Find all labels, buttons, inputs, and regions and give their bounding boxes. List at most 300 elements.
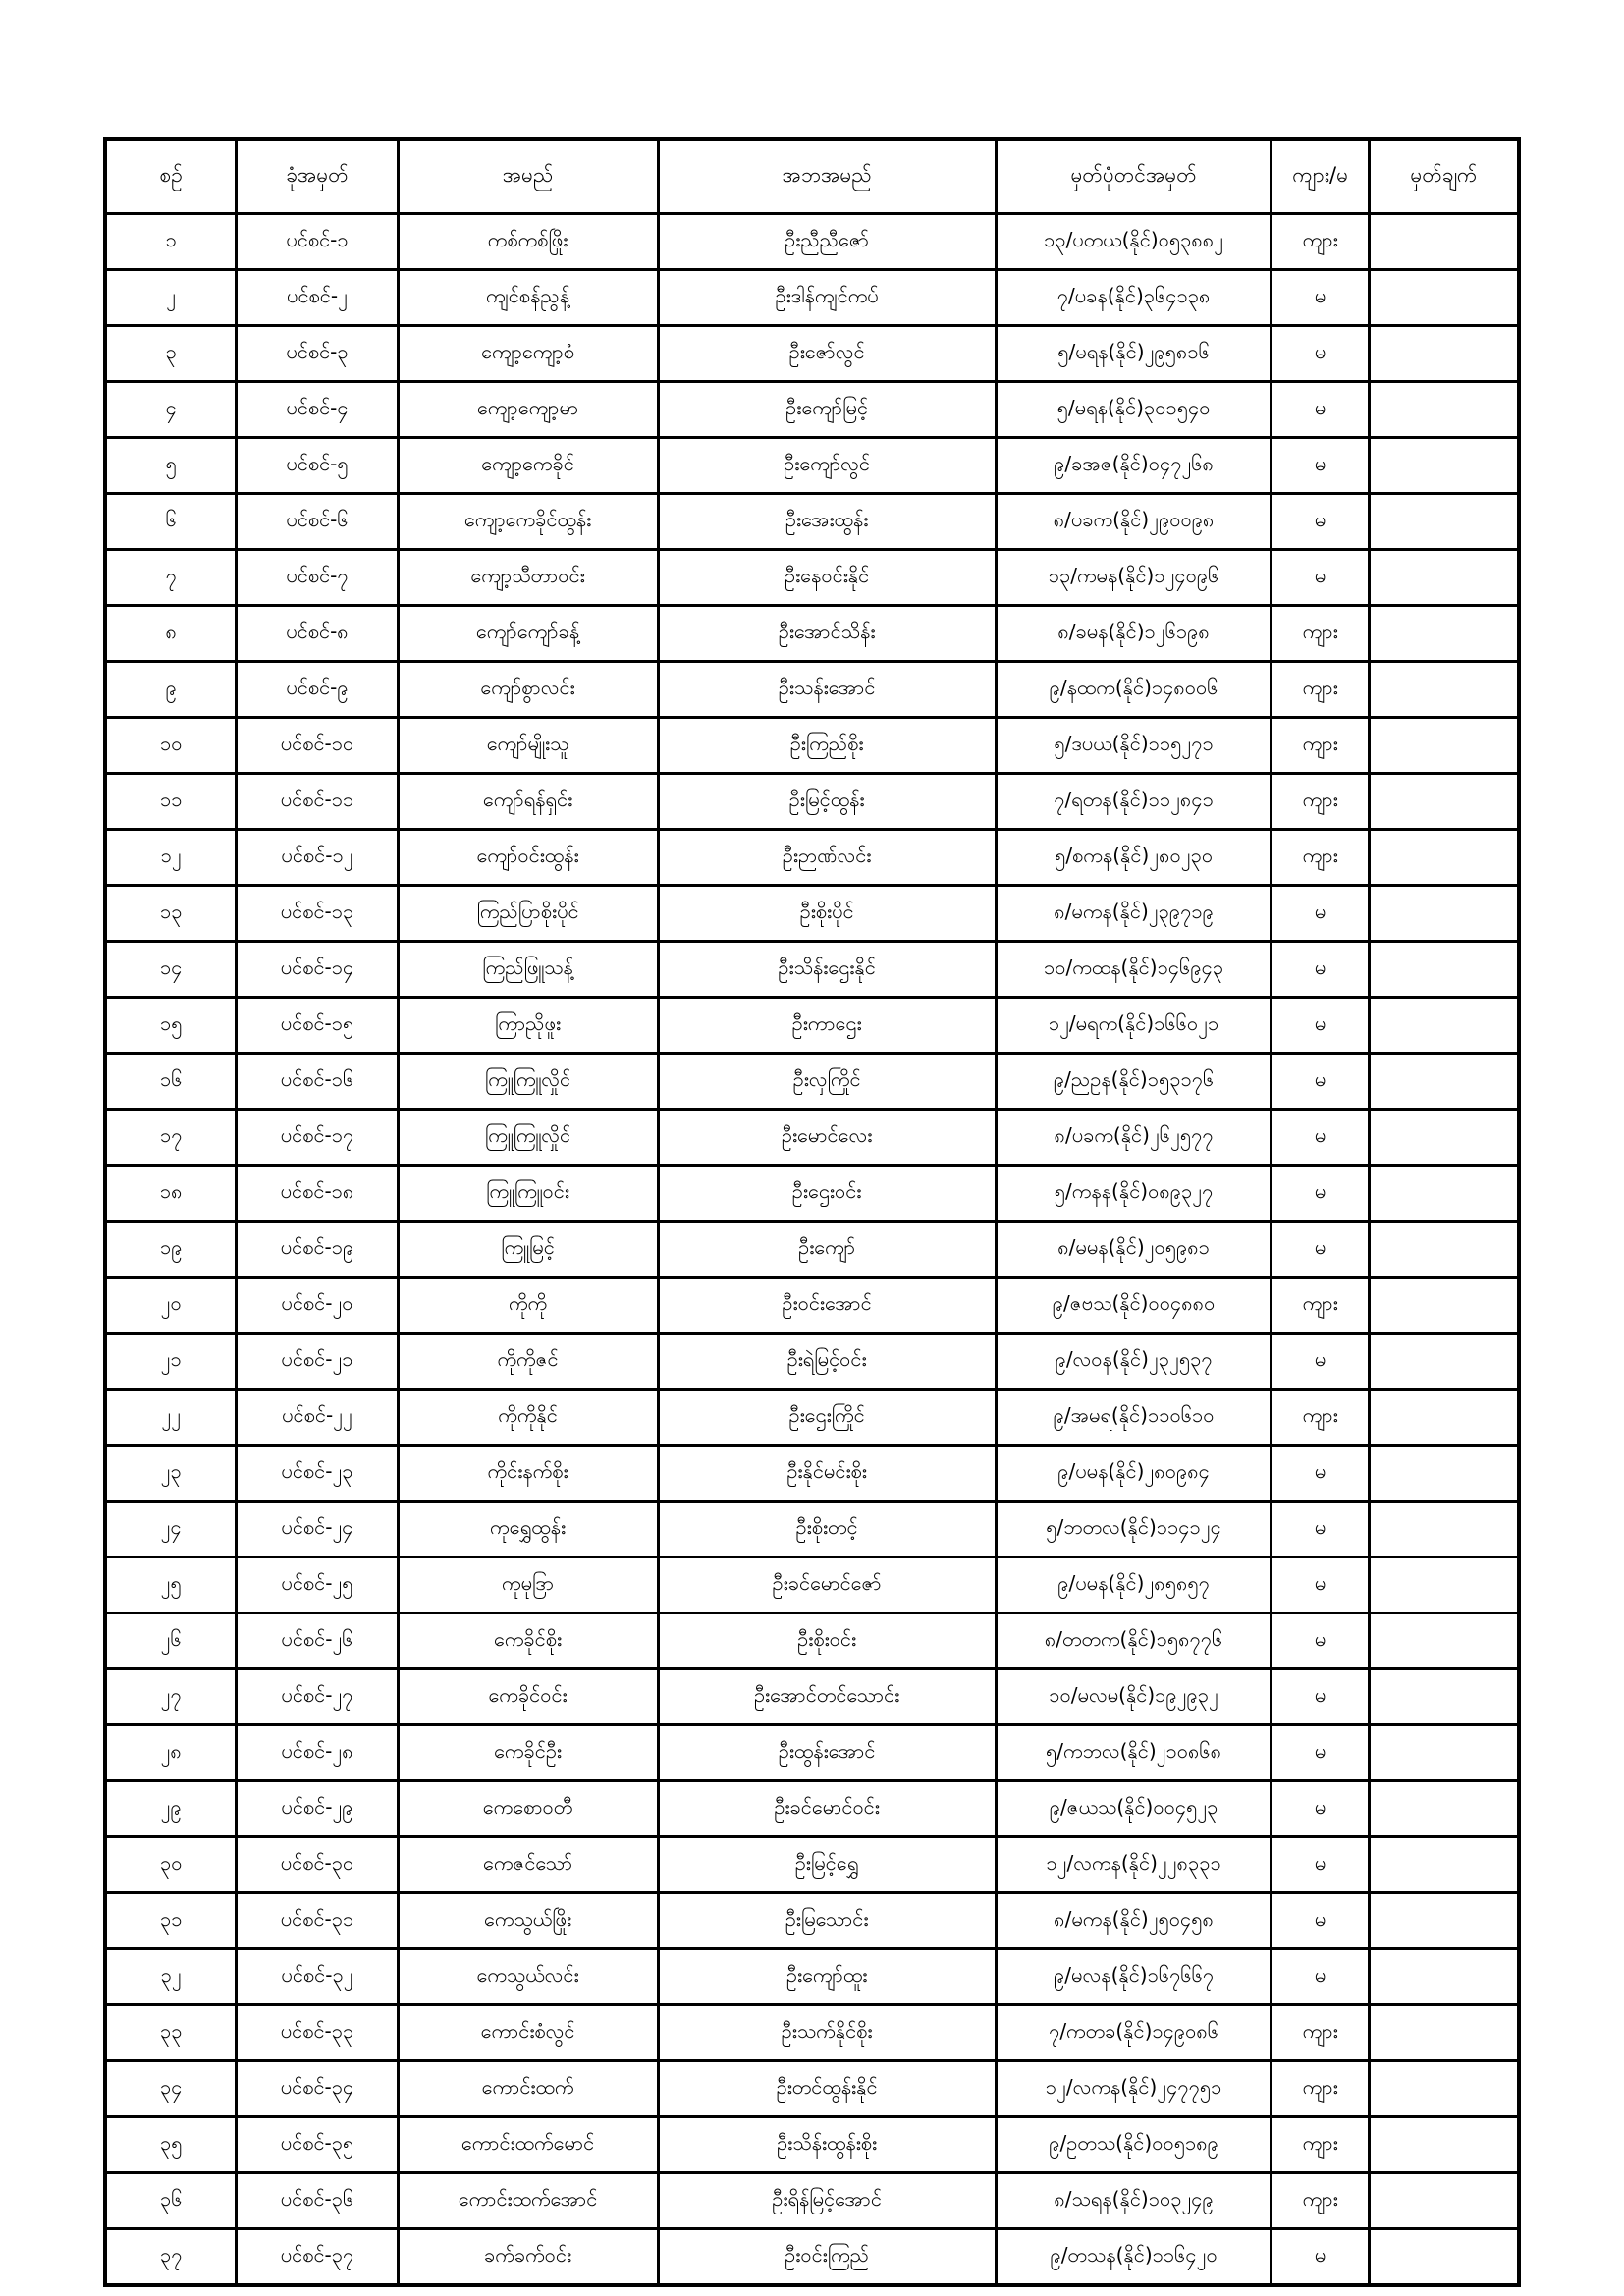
nrc-number-cell: ၈/မကန(နိုင်)၂၅၀၄၅၈: [996, 1893, 1272, 1949]
father-name-cell: ဦးဝင်းကြည်: [658, 2229, 996, 2286]
nrc-number-cell: ၁၀/ကထန(နိုင်)၁၄၆၉၄၃: [996, 942, 1272, 998]
gender-cell: မ: [1272, 1669, 1369, 1725]
serial-cell: ၁၀: [105, 718, 237, 774]
seat-number-cell: ပင်စင်-၃၀: [237, 1837, 398, 1893]
gender-cell: မ: [1272, 438, 1369, 494]
seat-number-cell: ပင်စင်-၃၆: [237, 2173, 398, 2229]
serial-cell: ၉: [105, 662, 237, 718]
serial-cell: ၃၃: [105, 2005, 237, 2061]
remark-cell: [1369, 1669, 1519, 1725]
column-header-nrc-number: မှတ်ပုံတင်အမှတ်: [996, 139, 1272, 214]
remark-cell: [1369, 270, 1519, 326]
name-cell: ကစ်ကစ်ဖြိုး: [398, 214, 658, 270]
father-name-cell: ဦးသိန်းဌေးနိုင်: [658, 942, 996, 998]
table-row: [105, 606, 1519, 662]
remark-cell: [1369, 1446, 1519, 1502]
serial-cell: ၁၁: [105, 774, 237, 830]
table-row: [105, 2117, 1519, 2173]
nrc-number-cell: ၇/ရတန(နိုင်)၁၁၂၈၄၁: [996, 774, 1272, 830]
name-cell: ကိုကိုနိုင်: [398, 1390, 658, 1446]
father-name-cell: ဦးကျော်: [658, 1222, 996, 1278]
remark-cell: [1369, 550, 1519, 606]
father-name-cell: ဦးအေးထွန်း: [658, 494, 996, 550]
serial-cell: ၅: [105, 438, 237, 494]
gender-cell: မ: [1272, 1558, 1369, 1613]
seat-number-cell: ပင်စင်-၂၆: [237, 1613, 398, 1669]
serial-cell: ၂: [105, 270, 237, 326]
nrc-number-cell: ၅/ကဘလ(နိုင်)၂၁၀၈၆၈: [996, 1725, 1272, 1781]
remark-cell: [1369, 494, 1519, 550]
remark-cell: [1369, 1558, 1519, 1613]
table-row: [105, 1781, 1519, 1837]
seat-number-cell: ပင်စင်-၃၇: [237, 2229, 398, 2286]
nrc-number-cell: ၁၃/ကမန(နိုင်)၁၂၄၀၉၆: [996, 550, 1272, 606]
father-name-cell: ဦးဌေးကြိုင်: [658, 1390, 996, 1446]
remark-cell: [1369, 942, 1519, 998]
serial-cell: ၁၈: [105, 1166, 237, 1222]
serial-cell: ၃၄: [105, 2061, 237, 2117]
seat-number-cell: ပင်စင်-၁၃: [237, 886, 398, 942]
father-name-cell: ဦးအောင်သိန်း: [658, 606, 996, 662]
seat-number-cell: ပင်စင်-၇: [237, 550, 398, 606]
seat-number-cell: ပင်စင်-၄: [237, 382, 398, 438]
nrc-number-cell: ၈/ပခက(နိုင်)၂၆၂၅၇၇: [996, 1110, 1272, 1166]
gender-cell: ကျား: [1272, 2117, 1369, 2173]
seat-number-cell: ပင်စင်-၂၉: [237, 1781, 398, 1837]
gender-cell: မ: [1272, 326, 1369, 382]
serial-cell: ၂၆: [105, 1613, 237, 1669]
table-row: [105, 1893, 1519, 1949]
remark-cell: [1369, 718, 1519, 774]
gender-cell: မ: [1272, 998, 1369, 1054]
seat-number-cell: ပင်စင်-၂၃: [237, 1446, 398, 1502]
seat-number-cell: ပင်စင်-၁၇: [237, 1110, 398, 1166]
table-row: [105, 382, 1519, 438]
nrc-number-cell: ၈/ပခက(နိုင်)၂၉၀၀၉၈: [996, 494, 1272, 550]
father-name-cell: ဦးဝင်းအောင်: [658, 1278, 996, 1334]
table-header-row: [105, 139, 1519, 214]
serial-cell: ၁၂: [105, 830, 237, 886]
seat-number-cell: ပင်စင်-၂၈: [237, 1725, 398, 1781]
table-row: [105, 2173, 1519, 2229]
father-name-cell: ဦးဌေးဝင်း: [658, 1166, 996, 1222]
serial-cell: ၂၃: [105, 1446, 237, 1502]
name-cell: ကေသွယ်လင်း: [398, 1949, 658, 2005]
gender-cell: မ: [1272, 1781, 1369, 1837]
table-row: [105, 718, 1519, 774]
column-header-father-name: အဘအမည်: [658, 139, 996, 214]
father-name-cell: ဦးသိန်းထွန်းစိုး: [658, 2117, 996, 2173]
serial-cell: ၆: [105, 494, 237, 550]
seat-number-cell: ပင်စင်-၂: [237, 270, 398, 326]
seat-number-cell: ပင်စင်-၃၄: [237, 2061, 398, 2117]
gender-cell: မ: [1272, 1949, 1369, 2005]
gender-cell: ကျား: [1272, 1390, 1369, 1446]
gender-cell: ကျား: [1272, 2005, 1369, 2061]
table-row: [105, 270, 1519, 326]
seat-number-cell: ပင်စင်-၃၃: [237, 2005, 398, 2061]
seat-number-cell: ပင်စင်-၁၁: [237, 774, 398, 830]
seat-number-cell: ပင်စင်-၂၄: [237, 1502, 398, 1558]
seat-number-cell: ပင်စင်-၃၁: [237, 1893, 398, 1949]
table-row: [105, 550, 1519, 606]
table-row: [105, 1222, 1519, 1278]
name-cell: ကောင်းစံလွင်: [398, 2005, 658, 2061]
name-cell: ကျော်ဝင်းထွန်း: [398, 830, 658, 886]
table-row: [105, 1502, 1519, 1558]
name-cell: ကောင်းထက်မောင်: [398, 2117, 658, 2173]
remark-cell: [1369, 1613, 1519, 1669]
column-header-gender: ကျား/မ: [1272, 139, 1369, 214]
name-cell: ကျော့ကျော့စံ: [398, 326, 658, 382]
name-cell: ကျော်ရန်ရှင်း: [398, 774, 658, 830]
seat-number-cell: ပင်စင်-၁၀: [237, 718, 398, 774]
nrc-number-cell: ၉/အမရ(နိုင်)၁၁၀၆၁၀: [996, 1390, 1272, 1446]
remark-cell: [1369, 1222, 1519, 1278]
gender-cell: မ: [1272, 550, 1369, 606]
name-cell: ကေခိုင်ဦး: [398, 1725, 658, 1781]
pension-roster-table: [103, 137, 1521, 2287]
father-name-cell: ဦးဉာဏ်လင်း: [658, 830, 996, 886]
father-name-cell: ဦးကျော်လွင်: [658, 438, 996, 494]
name-cell: ကြူမြင့်: [398, 1222, 658, 1278]
name-cell: ကျော်စွာလင်း: [398, 662, 658, 718]
serial-cell: ၂၄: [105, 1502, 237, 1558]
column-header-name: အမည်: [398, 139, 658, 214]
father-name-cell: ဦးနိုင်မင်းစိုး: [658, 1446, 996, 1502]
column-header-serial: စဉ်: [105, 139, 237, 214]
name-cell: ကေခိုင်ဝင်း: [398, 1669, 658, 1725]
name-cell: ကျော်မျိုးသူ: [398, 718, 658, 774]
gender-cell: မ: [1272, 494, 1369, 550]
seat-number-cell: ပင်စင်-၂၅: [237, 1558, 398, 1613]
father-name-cell: ဦးတင်ထွန်းနိုင်: [658, 2061, 996, 2117]
remark-cell: [1369, 1781, 1519, 1837]
serial-cell: ၃၂: [105, 1949, 237, 2005]
name-cell: ကြည်ဖြူသန့်: [398, 942, 658, 998]
serial-cell: ၃၇: [105, 2229, 237, 2286]
gender-cell: မ: [1272, 382, 1369, 438]
serial-cell: ၂၈: [105, 1725, 237, 1781]
nrc-number-cell: ၁၂/မရက(နိုင်)၁၆၆၀၂၁: [996, 998, 1272, 1054]
nrc-number-cell: ၉/နထက(နိုင်)၁၄၈၀၀၆: [996, 662, 1272, 718]
remark-cell: [1369, 774, 1519, 830]
father-name-cell: ဦးကာဌေး: [658, 998, 996, 1054]
father-name-cell: ဦးစိုးပိုင်: [658, 886, 996, 942]
father-name-cell: ဦးမြင့်ရွှေ: [658, 1837, 996, 1893]
table-row: [105, 1390, 1519, 1446]
father-name-cell: ဦးသက်နိုင်စိုး: [658, 2005, 996, 2061]
remark-cell: [1369, 2005, 1519, 2061]
nrc-number-cell: ၉/မလန(နိုင်)၁၆၇၆၆၇: [996, 1949, 1272, 2005]
father-name-cell: ဦးမြသောင်း: [658, 1893, 996, 1949]
serial-cell: ၄: [105, 382, 237, 438]
remark-cell: [1369, 998, 1519, 1054]
table-row: [105, 1613, 1519, 1669]
gender-cell: မ: [1272, 1110, 1369, 1166]
name-cell: ကုရွှေထွန်း: [398, 1502, 658, 1558]
nrc-number-cell: ၇/ပခန(နိုင်)၃၆၄၁၃၈: [996, 270, 1272, 326]
gender-cell: မ: [1272, 886, 1369, 942]
remark-cell: [1369, 1054, 1519, 1110]
nrc-number-cell: ၉/ခအဇ(နိုင်)၀၄၇၂၆၈: [996, 438, 1272, 494]
table-row: [105, 1054, 1519, 1110]
gender-cell: ကျား: [1272, 718, 1369, 774]
seat-number-cell: ပင်စင်-၆: [237, 494, 398, 550]
gender-cell: မ: [1272, 1446, 1369, 1502]
nrc-number-cell: ၈/တတက(နိုင်)၁၅၈၇၇၆: [996, 1613, 1272, 1669]
seat-number-cell: ပင်စင်-၂၇: [237, 1669, 398, 1725]
serial-cell: ၃: [105, 326, 237, 382]
gender-cell: မ: [1272, 1725, 1369, 1781]
seat-number-cell: ပင်စင်-၂၁: [237, 1334, 398, 1390]
serial-cell: ၃၀: [105, 1837, 237, 1893]
seat-number-cell: ပင်စင်-၁၉: [237, 1222, 398, 1278]
seat-number-cell: ပင်စင်-၉: [237, 662, 398, 718]
seat-number-cell: ပင်စင်-၁၈: [237, 1166, 398, 1222]
serial-cell: ၂၀: [105, 1278, 237, 1334]
nrc-number-cell: ၉/လဝန(နိုင်)၂၃၂၅၃၇: [996, 1334, 1272, 1390]
seat-number-cell: ပင်စင်-၁: [237, 214, 398, 270]
gender-cell: မ: [1272, 270, 1369, 326]
seat-number-cell: ပင်စင်-၃၂: [237, 1949, 398, 2005]
nrc-number-cell: ၁၃/ပတယ(နိုင်)၀၅၃၈၈၂: [996, 214, 1272, 270]
nrc-number-cell: ၉/တသန(နိုင်)၁၁၆၄၂၀: [996, 2229, 1272, 2286]
gender-cell: မ: [1272, 1166, 1369, 1222]
gender-cell: ကျား: [1272, 2061, 1369, 2117]
nrc-number-cell: ၅/ဒပယ(နိုင်)၁၁၅၂၇၁: [996, 718, 1272, 774]
nrc-number-cell: ၉/ပမန(နိုင်)၂၈၀၉၈၄: [996, 1446, 1272, 1502]
serial-cell: ၂၇: [105, 1669, 237, 1725]
nrc-number-cell: ၅/ကနန(နိုင်)၀၈၉၃၂၇: [996, 1166, 1272, 1222]
table-row: [105, 830, 1519, 886]
nrc-number-cell: ၅/မရန(နိုင်)၂၉၅၈၁၆: [996, 326, 1272, 382]
name-cell: ကောင်းထက်: [398, 2061, 658, 2117]
gender-cell: မ: [1272, 1222, 1369, 1278]
seat-number-cell: ပင်စင်-၁၄: [237, 942, 398, 998]
column-header-remark: မှတ်ချက်: [1369, 139, 1519, 214]
table-row: [105, 1558, 1519, 1613]
remark-cell: [1369, 1502, 1519, 1558]
seat-number-cell: ပင်စင်-၁၂: [237, 830, 398, 886]
name-cell: ကြူကြူလှိုင်: [398, 1110, 658, 1166]
serial-cell: ၁၅: [105, 998, 237, 1054]
serial-cell: ၁၄: [105, 942, 237, 998]
remark-cell: [1369, 2117, 1519, 2173]
gender-cell: မ: [1272, 1334, 1369, 1390]
father-name-cell: ဦးခင်မောင်ဝင်း: [658, 1781, 996, 1837]
seat-number-cell: ပင်စင်-၅: [237, 438, 398, 494]
serial-cell: ၁၉: [105, 1222, 237, 1278]
column-header-seat-number: ခုံအမှတ်: [237, 139, 398, 214]
serial-cell: ၃၅: [105, 2117, 237, 2173]
name-cell: ကေသွယ်ဖြိုး: [398, 1893, 658, 1949]
name-cell: ကျော့ကေခိုင်ထွန်း: [398, 494, 658, 550]
table-row: [105, 886, 1519, 942]
remark-cell: [1369, 606, 1519, 662]
remark-cell: [1369, 1110, 1519, 1166]
remark-cell: [1369, 830, 1519, 886]
gender-cell: မ: [1272, 1054, 1369, 1110]
serial-cell: ၂၉: [105, 1781, 237, 1837]
serial-cell: ၂၂: [105, 1390, 237, 1446]
nrc-number-cell: ၅/မရန(နိုင်)၃၀၁၅၄၀: [996, 382, 1272, 438]
name-cell: ကြည်ပြာစိုးပိုင်: [398, 886, 658, 942]
father-name-cell: ဦးနေဝင်းနိုင်: [658, 550, 996, 606]
nrc-number-cell: ၇/ကတခ(နိုင်)၁၄၉၀၈၆: [996, 2005, 1272, 2061]
father-name-cell: ဦးမြင့်ထွန်း: [658, 774, 996, 830]
remark-cell: [1369, 438, 1519, 494]
name-cell: ကေစောဝတီ: [398, 1781, 658, 1837]
table-body: [105, 214, 1519, 2286]
table-row: [105, 1166, 1519, 1222]
remark-cell: [1369, 1893, 1519, 1949]
gender-cell: မ: [1272, 1893, 1369, 1949]
name-cell: ကောင်းထက်အောင်: [398, 2173, 658, 2229]
table-row: [105, 1669, 1519, 1725]
father-name-cell: ဦးညီညီဇော်: [658, 214, 996, 270]
serial-cell: ၁၇: [105, 1110, 237, 1166]
gender-cell: ကျား: [1272, 606, 1369, 662]
name-cell: ကေခိုင်စိုး: [398, 1613, 658, 1669]
nrc-number-cell: ၉/ဥတသ(နိုင်)၀၀၅၁၈၉: [996, 2117, 1272, 2173]
nrc-number-cell: ၁၂/လကန(နိုင်)၂၂၈၃၃၁: [996, 1837, 1272, 1893]
seat-number-cell: ပင်စင်-၁၅: [237, 998, 398, 1054]
table-row: [105, 1837, 1519, 1893]
name-cell: ကျော့ကျော့မာ: [398, 382, 658, 438]
remark-cell: [1369, 2061, 1519, 2117]
father-name-cell: ဦးထွန်းအောင်: [658, 1725, 996, 1781]
gender-cell: မ: [1272, 942, 1369, 998]
seat-number-cell: ပင်စင်-၂၂: [237, 1390, 398, 1446]
gender-cell: မ: [1272, 1502, 1369, 1558]
father-name-cell: ဦးရိန်မြင့်အောင်: [658, 2173, 996, 2229]
remark-cell: [1369, 1837, 1519, 1893]
father-name-cell: ဦးမောင်လေး: [658, 1110, 996, 1166]
table-row: [105, 494, 1519, 550]
gender-cell: ကျား: [1272, 830, 1369, 886]
name-cell: ကိုကို: [398, 1278, 658, 1334]
gender-cell: ကျား: [1272, 2173, 1369, 2229]
nrc-number-cell: ၁၂/လကန(နိုင်)၂၄၇၇၅၁: [996, 2061, 1272, 2117]
remark-cell: [1369, 1949, 1519, 2005]
seat-number-cell: ပင်စင်-၃: [237, 326, 398, 382]
gender-cell: မ: [1272, 1837, 1369, 1893]
nrc-number-cell: ၁၀/မလမ(နိုင်)၁၉၂၉၃၂: [996, 1669, 1272, 1725]
remark-cell: [1369, 1334, 1519, 1390]
seat-number-cell: ပင်စင်-၂၀: [237, 1278, 398, 1334]
table-row: [105, 1110, 1519, 1166]
father-name-cell: ဦးသန်းအောင်: [658, 662, 996, 718]
nrc-number-cell: ၉/ပမန(နိုင်)၂၈၅၈၅၇: [996, 1558, 1272, 1613]
table-row: [105, 662, 1519, 718]
table-row: [105, 438, 1519, 494]
remark-cell: [1369, 1725, 1519, 1781]
serial-cell: ၂၁: [105, 1334, 237, 1390]
remark-cell: [1369, 886, 1519, 942]
nrc-number-cell: ၅/ဘတလ(နိုင်)၁၁၄၁၂၄: [996, 1502, 1272, 1558]
table-row: [105, 774, 1519, 830]
remark-cell: [1369, 662, 1519, 718]
father-name-cell: ဦးစိုးဝင်း: [658, 1613, 996, 1669]
nrc-number-cell: ၉/ဇယသ(နိုင်)၀၀၄၅၂၃: [996, 1781, 1272, 1837]
table-row: [105, 1334, 1519, 1390]
table-row: [105, 214, 1519, 270]
gender-cell: ကျား: [1272, 1278, 1369, 1334]
serial-cell: ၁၃: [105, 886, 237, 942]
father-name-cell: ဦးဒါန်ကျင်ကပ်: [658, 270, 996, 326]
gender-cell: ကျား: [1272, 214, 1369, 270]
remark-cell: [1369, 1390, 1519, 1446]
nrc-number-cell: ၉/ဇဗသ(နိုင်)၀၀၄၈၈၀: [996, 1278, 1272, 1334]
father-name-cell: ဦးကျော်ထူး: [658, 1949, 996, 2005]
serial-cell: ၁၆: [105, 1054, 237, 1110]
gender-cell: မ: [1272, 2229, 1369, 2286]
name-cell: ခက်ခက်ဝင်း: [398, 2229, 658, 2286]
nrc-number-cell: ၈/ခမန(နိုင်)၁၂၆၁၉၈: [996, 606, 1272, 662]
name-cell: ကြူကြူလှိုင်: [398, 1054, 658, 1110]
name-cell: ကိုကိုဇင်: [398, 1334, 658, 1390]
remark-cell: [1369, 326, 1519, 382]
serial-cell: ၃၆: [105, 2173, 237, 2229]
nrc-number-cell: ၉/ညဥန(နိုင်)၁၅၃၁၇၆: [996, 1054, 1272, 1110]
table-row: [105, 1278, 1519, 1334]
name-cell: ကြာညိုဖူး: [398, 998, 658, 1054]
father-name-cell: ဦးခင်မောင်ဇော်: [658, 1558, 996, 1613]
remark-cell: [1369, 382, 1519, 438]
remark-cell: [1369, 2173, 1519, 2229]
nrc-number-cell: ၅/စကန(နိုင်)၂၈၀၂၃၀: [996, 830, 1272, 886]
gender-cell: မ: [1272, 1613, 1369, 1669]
table-row: [105, 942, 1519, 998]
name-cell: ကြူကြူဝင်း: [398, 1166, 658, 1222]
father-name-cell: ဦးကျော်မြင့်: [658, 382, 996, 438]
serial-cell: ၈: [105, 606, 237, 662]
name-cell: ကိုင်းနက်စိုး: [398, 1446, 658, 1502]
table-row: [105, 326, 1519, 382]
gender-cell: ကျား: [1272, 662, 1369, 718]
nrc-number-cell: ၈/သရန(နိုင်)၁၀၃၂၄၉: [996, 2173, 1272, 2229]
name-cell: ကျော်ကျော်ခန့်: [398, 606, 658, 662]
table-row: [105, 1725, 1519, 1781]
name-cell: ကုမုဒြာ: [398, 1558, 658, 1613]
name-cell: ကျော့သီတာဝင်း: [398, 550, 658, 606]
name-cell: ကျင်စန်ညွန့်: [398, 270, 658, 326]
father-name-cell: ဦးရဲမြင့်ဝင်း: [658, 1334, 996, 1390]
table-row: [105, 2005, 1519, 2061]
father-name-cell: ဦးဇော်လွင်: [658, 326, 996, 382]
name-cell: ကေဇင်သော်: [398, 1837, 658, 1893]
table-row: [105, 1446, 1519, 1502]
nrc-number-cell: ၈/မမန(နိုင်)၂၀၅၉၈၁: [996, 1222, 1272, 1278]
seat-number-cell: ပင်စင်-၃၅: [237, 2117, 398, 2173]
table-row: [105, 1949, 1519, 2005]
name-cell: ကျော့ကေခိုင်: [398, 438, 658, 494]
serial-cell: ၂၅: [105, 1558, 237, 1613]
serial-cell: ၃၁: [105, 1893, 237, 1949]
serial-cell: ၁: [105, 214, 237, 270]
father-name-cell: ဦးစိုးတင့်: [658, 1502, 996, 1558]
table-row: [105, 2229, 1519, 2286]
remark-cell: [1369, 214, 1519, 270]
seat-number-cell: ပင်စင်-၈: [237, 606, 398, 662]
father-name-cell: ဦးလှကြိုင်: [658, 1054, 996, 1110]
father-name-cell: ဦးအောင်တင်သောင်း: [658, 1669, 996, 1725]
nrc-number-cell: ၈/မကန(နိုင်)၂၃၉၇၁၉: [996, 886, 1272, 942]
table-row: [105, 998, 1519, 1054]
remark-cell: [1369, 2229, 1519, 2286]
remark-cell: [1369, 1278, 1519, 1334]
